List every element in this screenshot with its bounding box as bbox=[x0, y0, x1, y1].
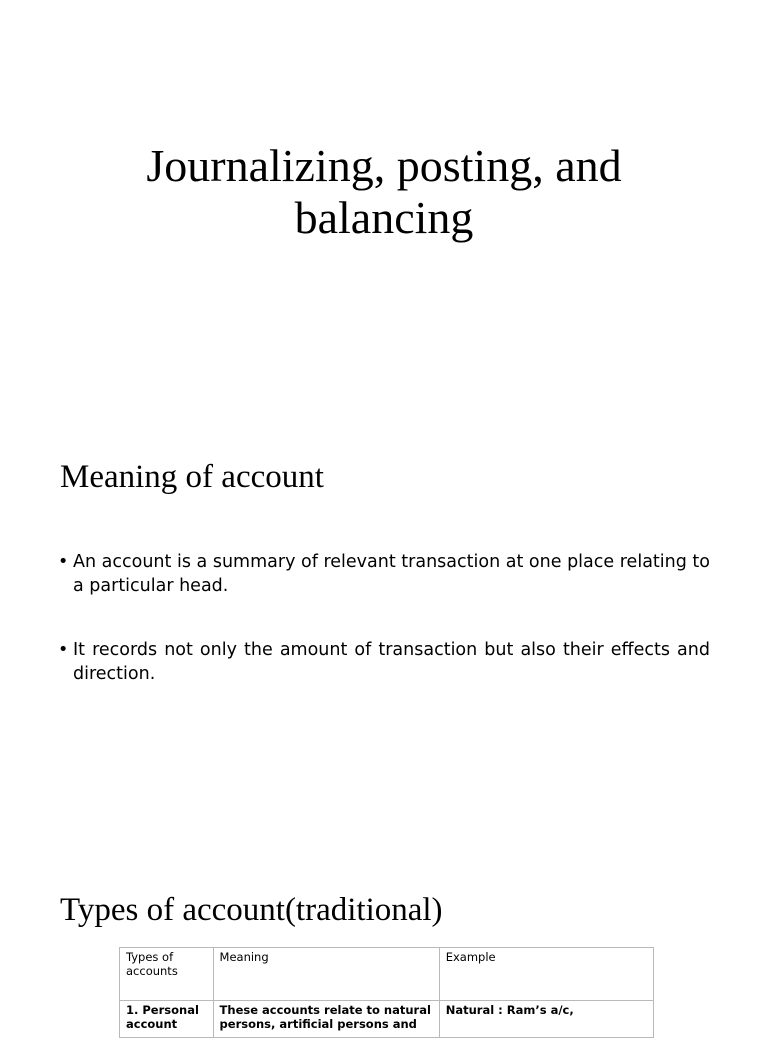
bullet-item: • It records not only the amount of transaction but also their effects and direction. bbox=[58, 638, 710, 686]
column-header-types: Types of accounts bbox=[120, 948, 214, 1001]
table-cell: Natural : Ram’s a/c, bbox=[439, 1001, 653, 1038]
account-types-table bbox=[119, 947, 654, 1038]
column-header-meaning: Meaning bbox=[213, 948, 439, 1001]
table-cell: 1. Personal account bbox=[120, 1001, 214, 1038]
table-cell: These accounts relate to natural persons, artificial persons and bbox=[213, 1001, 439, 1038]
bullet-item: • An account is a summary of relevant transaction at one place relating to a particular head. bbox=[58, 550, 710, 598]
section-heading-types-of-account: Types of account(traditional) bbox=[60, 892, 443, 928]
table-row bbox=[120, 1001, 654, 1038]
table-header-row bbox=[120, 948, 654, 1001]
bullet-list bbox=[58, 550, 710, 686]
column-header-example: Example bbox=[439, 948, 653, 1001]
section-heading-meaning-of-account: Meaning of account bbox=[60, 459, 324, 495]
slide-title: Journalizing, posting, and balancing bbox=[146, 140, 622, 243]
